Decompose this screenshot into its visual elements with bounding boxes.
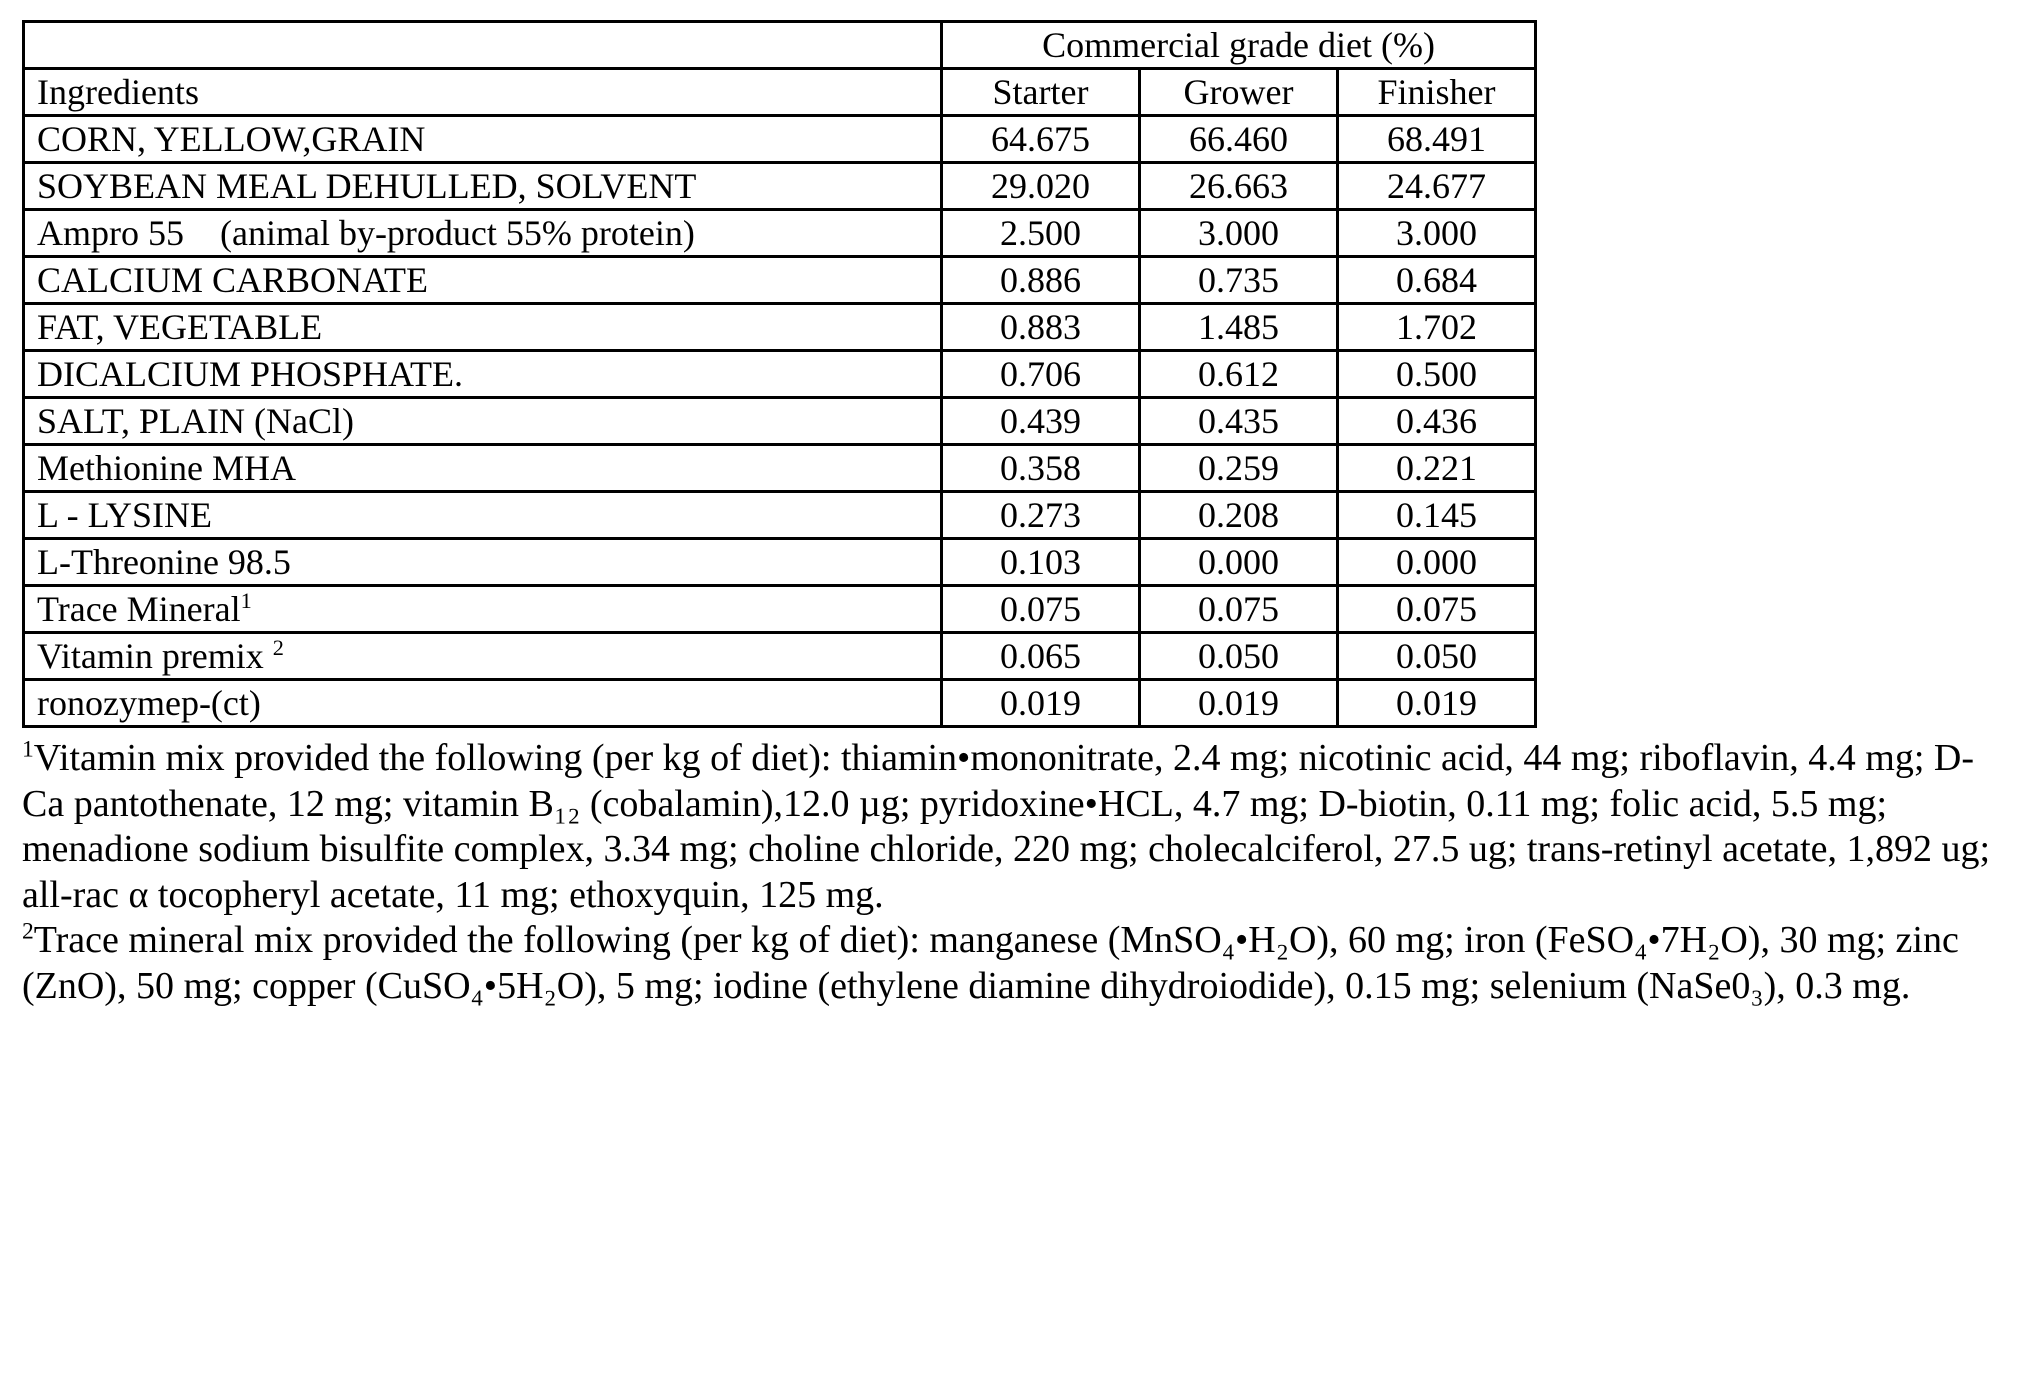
diet-value: 0.358: [942, 445, 1140, 492]
diet-value: 1.702: [1338, 304, 1536, 351]
diet-value: 29.020: [942, 163, 1140, 210]
diet-value: 64.675: [942, 116, 1140, 163]
diet-value: 0.019: [1140, 680, 1338, 727]
ingredient-name: SOYBEAN MEAL DEHULLED, SOLVENT: [24, 163, 942, 210]
table-row: [24, 586, 1536, 633]
column-header-finisher: Finisher: [1338, 69, 1536, 116]
diet-value: 0.208: [1140, 492, 1338, 539]
diet-value: 0.075: [1338, 586, 1536, 633]
footnote: $^2$Trace mineral mix provided the following (per kg of diet): manganese (MnSO₄•H₂O), 60 mg; iron (FeSO₄•7H₂O), 30 mg; zinc (ZnO), 50 mg; copper (CuSO₄•5H₂O), 5 mg; iodine (ethylene diamine dihydroiodide), 0.15 mg; selenium (NaSe0₃), 0.3 mg.: [22, 918, 1959, 1007]
diet-value: 0.000: [1140, 539, 1338, 586]
table-row: [24, 116, 1536, 163]
column-header-starter: Starter: [942, 69, 1140, 116]
diet-value: 0.221: [1338, 445, 1536, 492]
table-row: [24, 680, 1536, 727]
table-row: [24, 351, 1536, 398]
diet-value: 3.000: [1140, 210, 1338, 257]
diet-value: 0.075: [942, 586, 1140, 633]
ingredient-name: FAT, VEGETABLE: [24, 304, 942, 351]
diet-value: 0.684: [1338, 257, 1536, 304]
diet-value: 0.075: [1140, 586, 1338, 633]
column-header-ingredients: Ingredients: [24, 69, 942, 116]
footnote-marker: 2: [22, 918, 34, 945]
ingredient-name: DICALCIUM PHOSPHATE.: [24, 351, 942, 398]
table-row: [24, 257, 1536, 304]
ingredient-name: CALCIUM CARBONATE: [24, 257, 942, 304]
diet-value: 0.883: [942, 304, 1140, 351]
footnote-marker: 2: [272, 635, 284, 660]
diet-value: 24.677: [1338, 163, 1536, 210]
diet-value: 66.460: [1140, 116, 1338, 163]
ingredient-name: Methionine MHA: [24, 445, 942, 492]
ingredient-name: L-Threonine 98.5: [24, 539, 942, 586]
diet-value: 0.259: [1140, 445, 1338, 492]
ingredient-name: CORN, YELLOW,GRAIN: [24, 116, 942, 163]
column-header-row: [24, 69, 1536, 116]
footnotes: [22, 736, 2014, 1010]
table-row: [24, 210, 1536, 257]
diet-value: 0.436: [1338, 398, 1536, 445]
table-row: [24, 304, 1536, 351]
footnote-marker: 1: [240, 588, 252, 613]
diet-value: 0.019: [942, 680, 1140, 727]
diet-value: 0.019: [1338, 680, 1536, 727]
column-header-grower: Grower: [1140, 69, 1338, 116]
diet-value: 0.435: [1140, 398, 1338, 445]
footnote: $^1$Vitamin mix provided the following (per kg of diet): thiamin•mononitrate, 2.4 mg; nicotinic acid, 44 mg; riboflavin, 4.4 mg; D-Ca pantothenate, 12 mg; vitamin B₁₂ (cobalamin),12.0 µg; pyridoxine•HCL, 4.7 mg; D-biotin, 0.11 mg; folic acid, 5.5 mg; menadione sodium bisulfite complex, 3.34 mg; choline chloride, 220 mg; cholecalciferol, 27.5 ug; trans-retinyl acetate, 1,892 ug; all-rac α tocopheryl acetate, 11 mg; ethoxyquin, 125 mg.: [22, 736, 1991, 916]
ingredient-name: L - LYSINE: [24, 492, 942, 539]
table-row: [24, 539, 1536, 586]
group-header-row: [24, 22, 1536, 69]
table-row: [24, 633, 1536, 680]
diet-value: 2.500: [942, 210, 1140, 257]
diet-value: 0.000: [1338, 539, 1536, 586]
diet-value: 0.065: [942, 633, 1140, 680]
diet-value: 0.735: [1140, 257, 1338, 304]
group-header-commercial-grade-diet: Commercial grade diet (%): [942, 22, 1536, 69]
ingredient-name: Ampro 55 (animal by-product 55% protein): [24, 210, 942, 257]
diet-value: 0.706: [942, 351, 1140, 398]
diet-value: 0.439: [942, 398, 1140, 445]
diet-value: 0.145: [1338, 492, 1536, 539]
diet-value: 0.612: [1140, 351, 1338, 398]
table-body: [24, 116, 1536, 727]
diet-value: 1.485: [1140, 304, 1338, 351]
diet-value: 3.000: [1338, 210, 1536, 257]
ingredient-name: Vitamin premix $^2$: [24, 633, 942, 680]
diet-value: 0.050: [1338, 633, 1536, 680]
table-row: [24, 398, 1536, 445]
table-row: [24, 492, 1536, 539]
table-row: [24, 163, 1536, 210]
diet-value: 0.050: [1140, 633, 1338, 680]
diet-value: 0.103: [942, 539, 1140, 586]
ingredient-name: Trace Mineral$^1$: [24, 586, 942, 633]
diet-value: 0.273: [942, 492, 1140, 539]
ingredient-name: ronozymep-(ct): [24, 680, 942, 727]
ingredient-name: SALT, PLAIN (NaCl): [24, 398, 942, 445]
footnote-marker: 1: [22, 736, 34, 763]
diet-value: 0.500: [1338, 351, 1536, 398]
diet-value: 68.491: [1338, 116, 1536, 163]
corner-cell: [24, 22, 942, 69]
table-row: [24, 445, 1536, 492]
diet-composition-table: [22, 20, 1537, 728]
diet-value: 0.886: [942, 257, 1140, 304]
diet-value: 26.663: [1140, 163, 1338, 210]
